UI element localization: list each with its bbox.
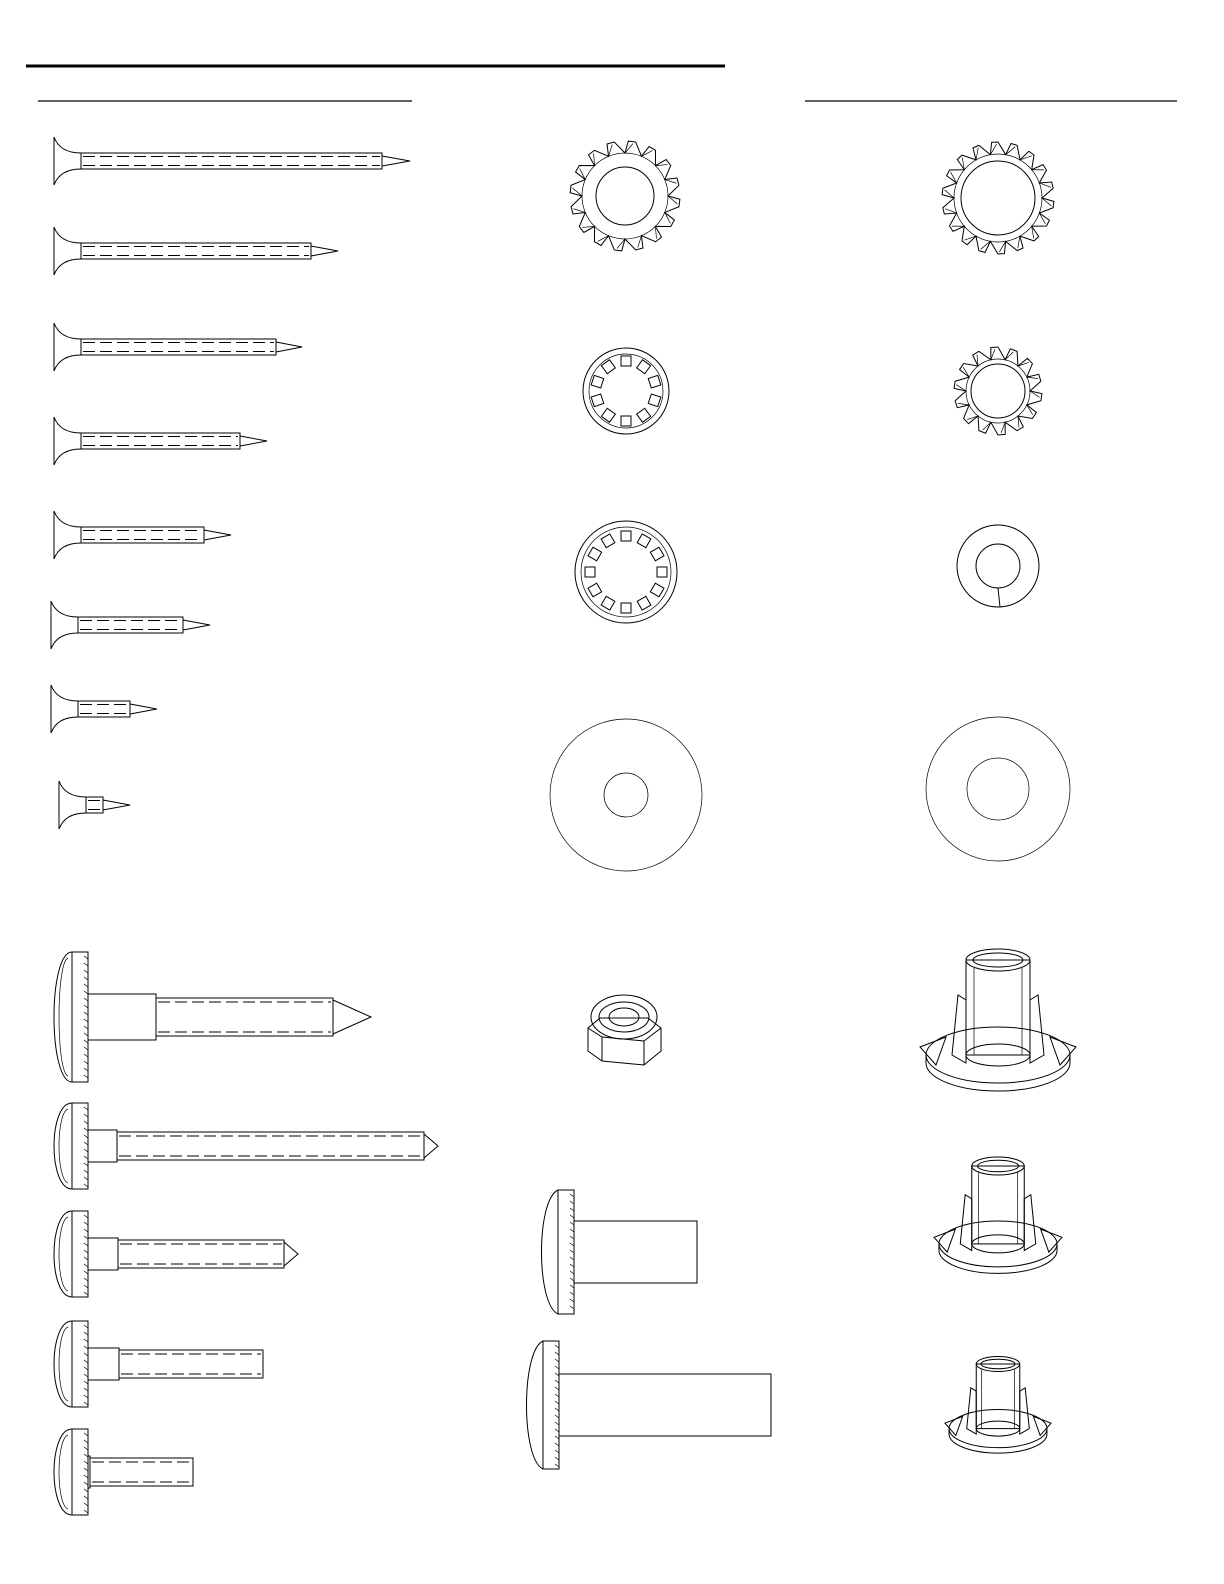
wood-screw [54, 417, 267, 465]
wood-screw [51, 601, 210, 649]
header-rules [26, 66, 1177, 101]
washers-group [550, 141, 1070, 871]
t-nut [920, 949, 1076, 1091]
flat-washer [926, 717, 1070, 861]
bolt [54, 1211, 298, 1297]
wood-screw [54, 227, 338, 275]
wood-screws-column [51, 137, 410, 829]
barrel-nut [542, 1190, 698, 1314]
t-nut [945, 1357, 1051, 1454]
internal-tooth-washer [583, 348, 669, 434]
wood-screw [59, 781, 130, 829]
flat-washer [550, 719, 702, 871]
internal-tooth-washer [575, 521, 677, 623]
wood-screw [51, 685, 157, 733]
split-lock-washer [957, 525, 1039, 607]
wood-screw [54, 511, 231, 559]
bolt [54, 1429, 193, 1515]
external-tooth-washer [954, 347, 1042, 435]
bolt [54, 1321, 263, 1407]
nylon-lock-nut [588, 995, 661, 1065]
external-tooth-washer [570, 141, 680, 251]
barrel-nut [527, 1341, 772, 1469]
bolt [54, 1103, 438, 1189]
bolt [54, 952, 371, 1082]
nuts-group [527, 949, 1077, 1469]
t-nut [934, 1157, 1062, 1273]
external-tooth-washer [942, 142, 1054, 254]
wood-screw [54, 323, 302, 371]
bolts-column [54, 952, 438, 1515]
wood-screw [54, 137, 410, 185]
